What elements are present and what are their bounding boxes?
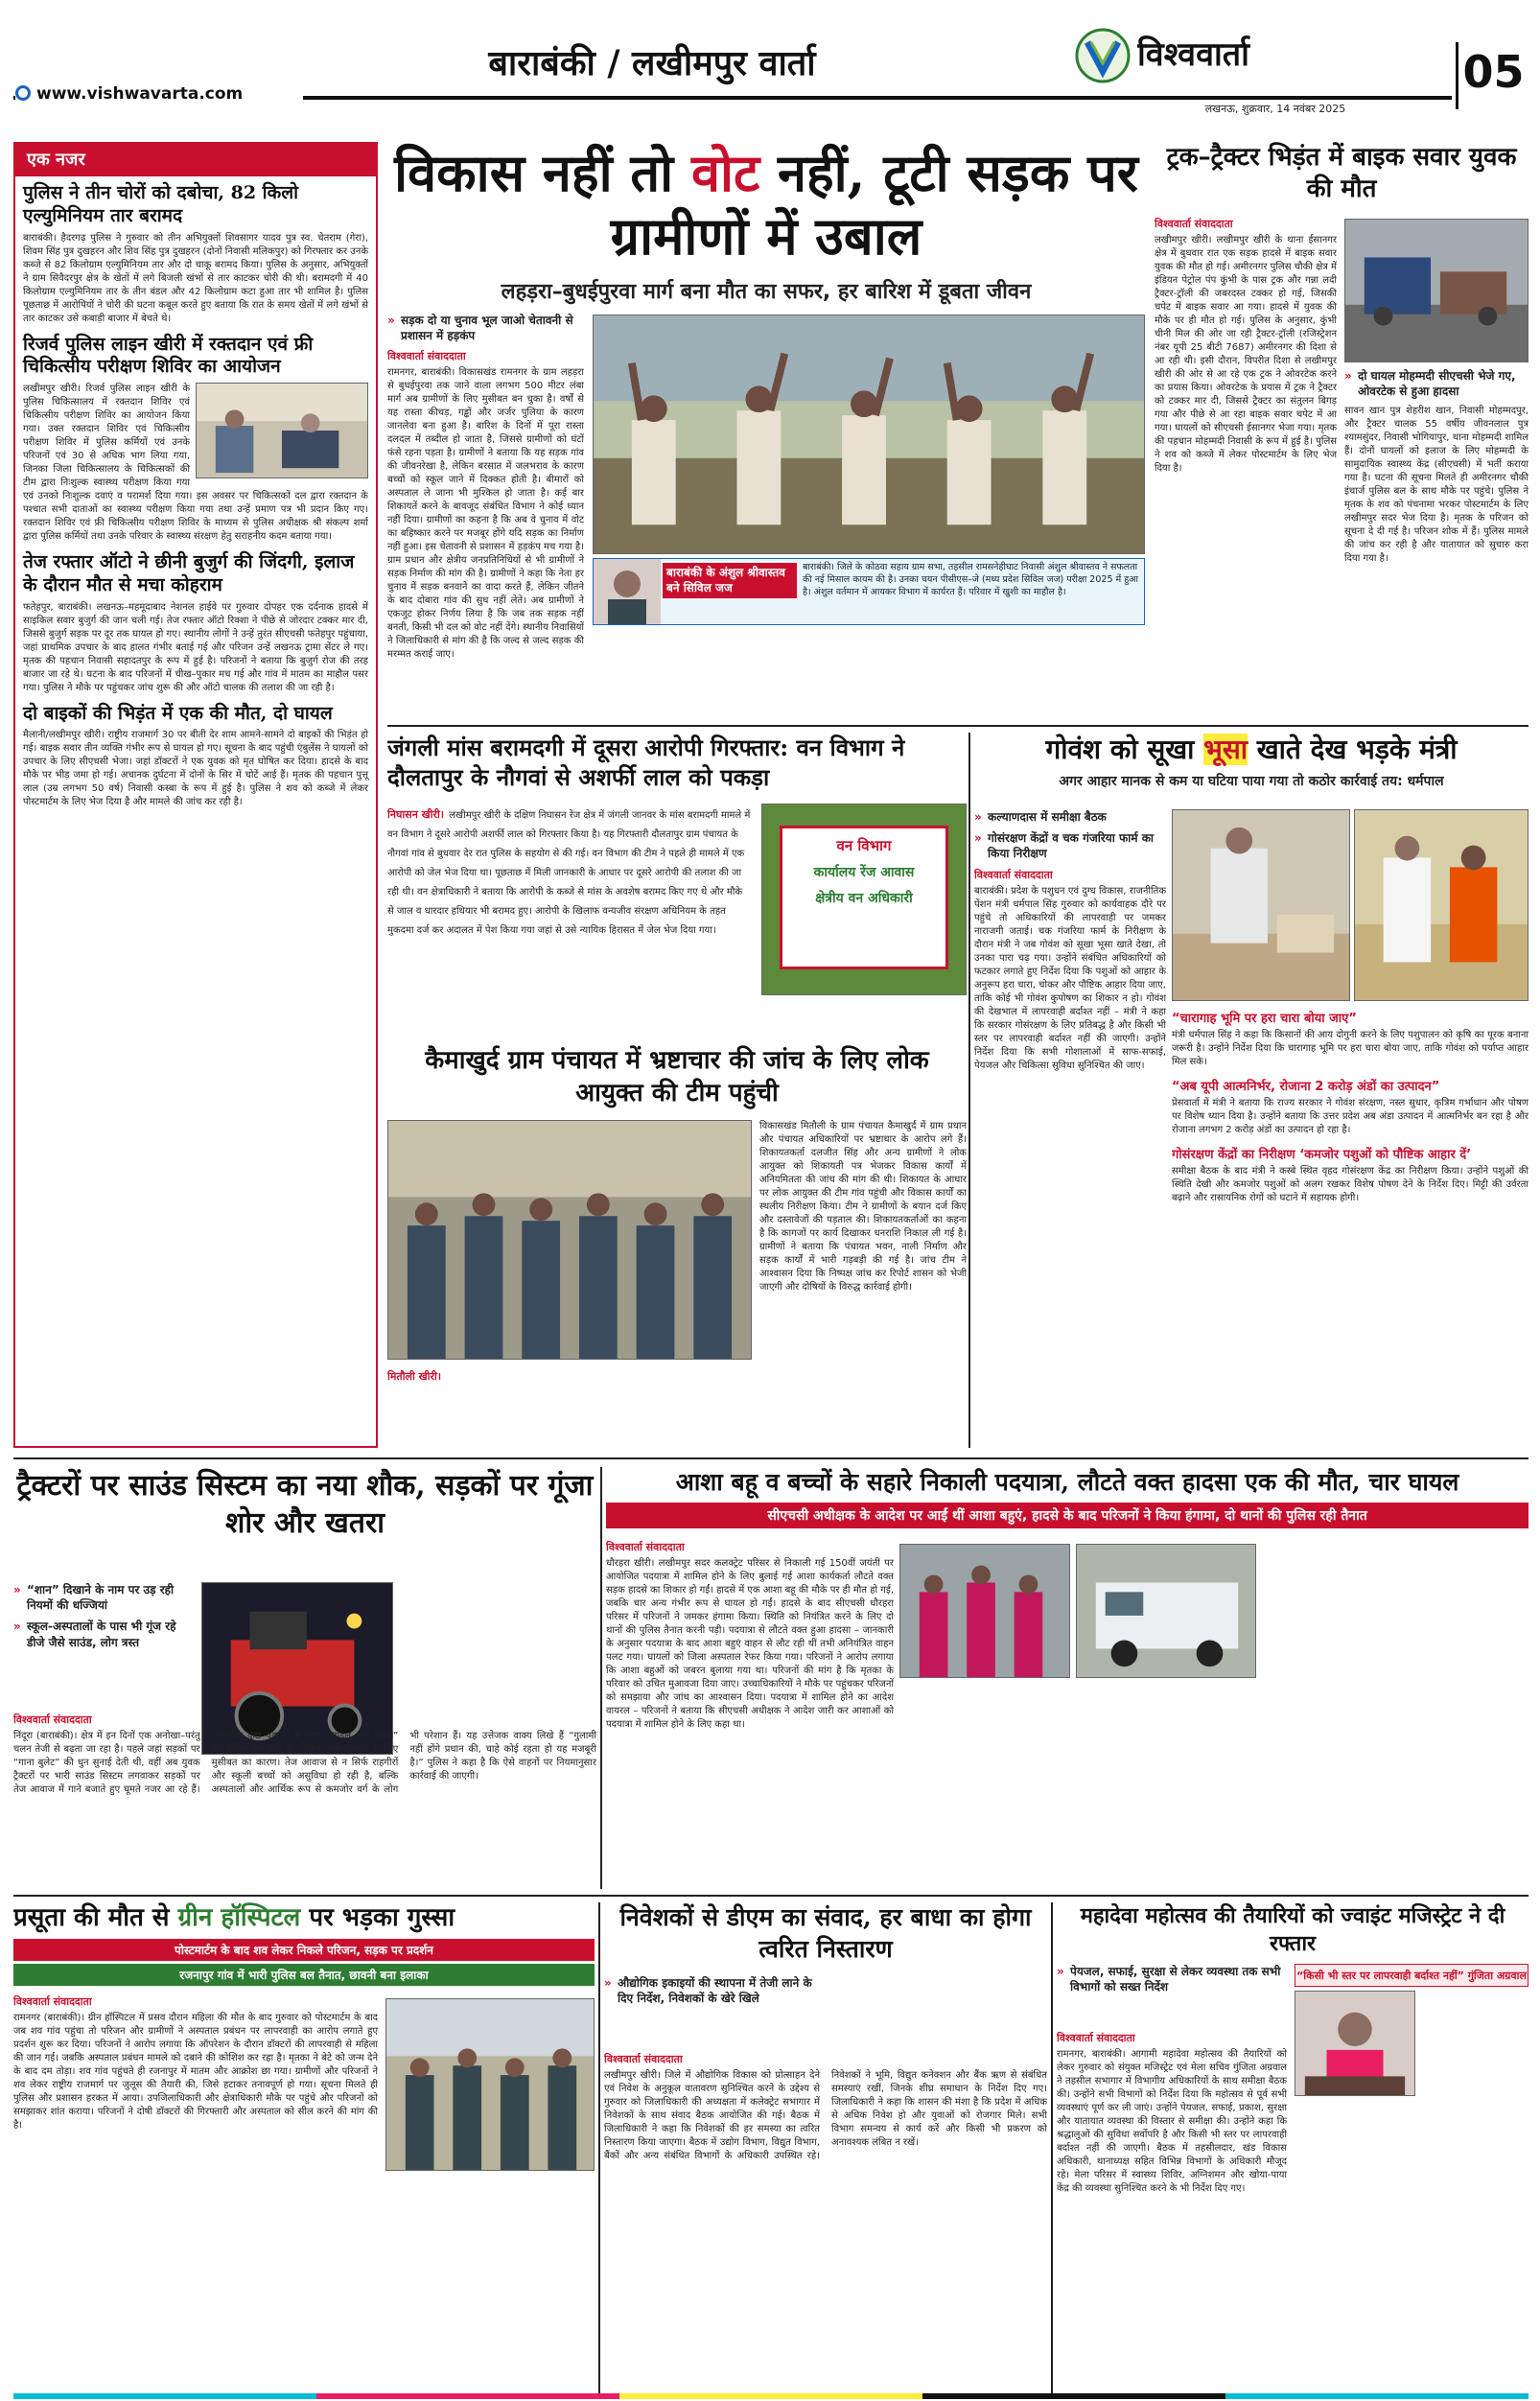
- govansh-h3-body: समीक्षा बैठक के बाद मंत्री ने कस्बे स्थित वृहद गोसंरक्षण केंद्र का निरीक्षण किया। उन्होंने पशुओं की स्थिति देखी और कमजोर पशुओं को अलग रखकर विशेष पोषण देने के निर्देश दिए। मिट्टी की उर्वरता बढ़ाने और रासायनिक रोगों को घटाने में सहायक होगी।: [1172, 1166, 1528, 1203]
- govansh-story: [974, 733, 1528, 1448]
- forest-headline: जंगली मांस बरामदगी में दूसरा आरोपी गिरफ्तार: वन विभाग ने दौलतापुर के नौगवां से अशर्फी लाल को पकड़ा: [387, 734, 905, 792]
- kaima-text: [759, 1120, 967, 1446]
- tractor-bullet1: » “शान” दिखाने के नाम पर उड़ रही नियमों की धज्जियां: [13, 1582, 196, 1613]
- govansh-right-text: [1172, 1009, 1528, 1442]
- brand-logo: [1074, 27, 1419, 88]
- govansh-cap-title: “चारागाह भूमि पर हरा चारा बोया जाए”: [1172, 1012, 1357, 1026]
- lead-text-col: [387, 313, 584, 715]
- govansh-headline: गोवंश को सूखा भूसा खाते देख भड़के मंत्री: [1045, 734, 1458, 765]
- forest-story: [387, 733, 967, 1049]
- prasoota-text: [13, 1994, 378, 2391]
- mahadeva-quote-box: [1295, 1964, 1528, 1987]
- civil-judge-tag: बाराबंकी के अंशुल श्रीवास्तव बने सिविल जज: [663, 563, 797, 598]
- mahadeva-bullet: » पेयजल, सफाई, सुरक्षा से लेकर व्यवस्था तक सभी विभागों को सख्त निर्देश: [1057, 1964, 1287, 1994]
- kaima-byline-area: [387, 1365, 752, 1446]
- mahadeva-body: रामनगर, बाराबंकी। आगामी महादेवा महोत्सव की तैयारियों को लेकर गुरुवार को संयुक्त मजिस्ट्रेट एवं मेला सचिव गुंजिता अग्रवाल ने तहसील सभागार में विभागीय अधिकारियों के साथ समीक्षा बैठक की। उन्होंने सभी विभागों को निर्देश दिया कि महोत्सव से पूर्व सभी व्यवस्थाएं पूर्ण कर ली जाएं। उन्होंने पेयजल, सफाई, प्रकाश, सुरक्षा और यातायात व्यवस्था की विस्तार से समीक्षा की। उन्होंने कहा कि श्रद्धालुओं की सुविधा सर्वोपरि है और किसी भी स्तर पर लापरवाही बर्दाश्त नहीं की जाएगी। बैठक में तहसीलदार, खंड विकास अधिकारी, थानाध्यक्ष सहित विभिन्न विभागों के अधिकारी मौजूद रहे। मेला परिसर में स्वास्थ्य शिविर, अग्निशमन और खोया-पाया केंद्र की व्यवस्था सुनिश्चित करने के भी निर्देश दिए गए।: [1057, 2049, 1287, 2194]
- divider-v4: [1051, 1902, 1053, 2393]
- tractor-body: निंदूरा (बाराबंकी)। क्षेत्र में इन दिनों एक अनोखा–परंतु चलन तेजी से बढ़ता जा रहा है। पहले जहां सड़कों पर “गाना बुलेट” की धुन सुनाई देती थी, वहीं अब युवक ट्रैक्टरों पर भारी साउंड सिस्टम लगवाकर सड़कों पर तेज आवाज में गाने बजाते हुए घूमते नजर आ रहे हैं। यह शौक कुछ युवाओं के लिए “स्टाइल और स्टेटस” का प्रतीक बन गया है, लेकिन आम जनता के लिए मुसीबत का कारण। तेज आवाज से न सिर्फ राहगीरों और स्कूली बच्चों को असुविधा हो रही है, बल्कि अस्पतालों और आर्थिक रूप से कमजोर वर्ग के लोग भी परेशान हैं। यह उत्तेजक वाक्य लिखे हैं “गुलामी नहीं होंगे प्रधान की, चाहे कोई रहता हो यह मजबूरी है।” पुलिस ने कहा है कि ऐसे वाहनों पर नियमानुसार कार्रवाई की जाएगी।: [13, 1731, 596, 1795]
- prasoota-photo: [385, 1998, 595, 2171]
- truck-bullet: » दो घायल मोहम्मदी सीएचसी भेजे गए, ओवरटेक से हुआ हादसा: [1344, 368, 1528, 399]
- ek-nazar-s4-title: दो बाइकों की भिड़ंत में एक की मौत, दो घायल: [23, 702, 333, 724]
- lead-bullet: » सड़क दो या चुनाव भूल जाओ चेतावनी से प्रशासन में हड़कंप: [387, 313, 584, 343]
- asha-headline: आशा बहू व बच्चों के सहारे निकाली पदयात्रा, लौटते वक्त हादसा एक की मौत, चार घायल: [675, 1468, 1459, 1496]
- lead-subtitle: लहड़रा–बुधईपुरवा मार्ग बना मौत का सफर, हर बारिश में डूबता जीवन: [501, 280, 1032, 304]
- divider-h1: [387, 725, 1528, 727]
- date-line: लखनऊ, शुक्रवार, 14 नवंबर 2025: [1204, 103, 1346, 115]
- govansh-h2-body: प्रेसवार्ता में मंत्री ने बताया कि राज्य सरकार ने गोवंश संरक्षण, नस्ल सुधार, कृत्रिम गर्भाधान और पोषण पर विशेष ध्यान दिया है। उन्होंने बताया कि उत्तर प्रदेश अब अंडा उत्पादन में आत्मनिर्भर बन रहा है और रोजाना लगभग 2 करोड़ अंडों का उत्पादन हो रहा है।: [1172, 1098, 1528, 1135]
- blood-camp-photo: [196, 383, 368, 478]
- civil-judge-text: बाराबंकी। जिले के कोठवा सहाय ग्राम सभा, तहसील रामसनेहीघाट निवासी अंशुल श्रीवास्तव ने सफलता की नई मिसाल कायम की है। उनका चयन पीसीएस–जे (मध्य प्रदेश सिविल जज) परीक्षा 2025 में हुआ है। अंशुल वर्तमान में आयकर विभाग में कार्यरत हैं। परिवार में खुशी का माहौल है।: [803, 562, 1138, 597]
- forest-byline: निघासन खीरी।: [387, 808, 445, 821]
- govansh-photo2: [1354, 809, 1528, 1001]
- truck-text-col: [1155, 217, 1337, 715]
- lead-byline: विश्ववार्ता संवाददाता: [387, 350, 466, 363]
- ek-nazar-s2-body: लखीमपुर खीरी। रिजर्व पुलिस लाइन खीरी के पुलिस चिकित्सालय में रक्तदान शिविर एवं चिकित्सीय परीक्षण शिविर का आयोजन किया गया। उक्त रक्तदान शिविर एवं चिकित्सीय परीक्षण शिविर में पुलिस कर्मियों एवं उनके परिजनों एवं 30 से अधिक भाग लिया गया, जिनका जिला चिकित्सालय के चिकित्सकों की टीम द्वारा निःशुल्क स्वास्थ्य परीक्षण किया गया एवं उनको निःशुल्क दवाएं व परामर्श दिया गया। इस अवसर पर चिकित्सकों दल द्वारा रक्तदान के पश्चात सभी दाताओं का स्वास्थ्य परीक्षण किया गया तथा उन्हें प्रमाण पत्र भी प्रदान किए गए। रक्तदान शिविर एवं फ्री चिकित्सीय परीक्षण शिविर के माध्यम से पुलिस अधीक्षक श्री संकल्प शर्मा द्वारा पुलिस कर्मियों तथा उनके परिवार के स्वास्थ्य संरक्षण हेतु सराहनीय कदम बताया गया।: [23, 384, 368, 542]
- forest-sign-line1: वन विभाग: [836, 837, 892, 854]
- lead-headline: विकास नहीं तो वोट नहीं, टूटी सड़क पर ग्रामीणों में उबाल: [394, 142, 1138, 267]
- govansh-h3: गोसंरक्षण केंद्रों का निरीक्षण ‘कमजोर पशुओं को पौष्टिक आहार दें’: [1172, 1148, 1472, 1162]
- truck-right-col: [1344, 368, 1528, 715]
- niveshak-bullet-area: [604, 1975, 815, 2052]
- prasoota-headline: प्रसूता की मौत से ग्रीन हॉस्पिटल पर भड़का गुस्सा: [13, 1903, 455, 1932]
- tractor-story: [13, 1467, 596, 1889]
- forest-body: लखीमपुर खीरी के दक्षिण निघासन रेंज क्षेत्र में जंगली जानवर के मांस बरामदगी मामले में वन विभाग ने दूसरे आरोपी अशर्फी लाल को गिरफ्तार किया है। यह गिरफ्तारी दौलतापुर ग्राम पंचायत के नौगवां गांव से बुधवार देर रात पुलिस के सहयोग से की गई। वन विभाग की टीम ने पहले ही मामले में एक आरोपी को जेल भेज दिया था। पूछताछ में मिली जानकारी के आधार पर दूसरे आरोपी की तलाश की जा रही थी। वन क्षेत्राधिकारी ने बताया कि आरोपी के कब्जे से मांस के अवशेष बरामद किए गए थे और मौके से जाल व धारदार हथियार भी बरामद हुए। आरोपी के खिलाफ वन्यजीव संरक्षण अधिनियम के तहत मुकदमा दर्ज कर अदालत में पेश किया गया जहां से उसे न्यायिक हिरासत में जेल भेज दिया गया।: [387, 810, 751, 936]
- asha-story: [606, 1467, 1528, 1889]
- asha-photo1: [899, 1544, 1070, 1678]
- ek-nazar-label: एक नजर: [15, 142, 376, 176]
- mahadeva-story: [1057, 1902, 1528, 2393]
- truck-byline: विश्ववार्ता संवाददाता: [1155, 218, 1233, 230]
- color-registration-bar: [13, 2393, 1528, 2399]
- ek-nazar-s3-body: फतेहपुर, बाराबंकी। लखनऊ–महमूदाबाद नेशनल हाईवे पर गुरुवार दोपहर एक दर्दनाक हादसे में साइकिल सवार बुजुर्ग की जान चली गई। तेज रफ्तार ऑटो रिक्शा ने पीछे से जोरदार टक्कर मार दी, जिससे बुजुर्ग सड़क पर दूर तक घायल हो गए। स्थानीय लोगों ने उन्हें तुरंत सीएचसी फतेहपुर पहुंचाया, जहां प्राथमिक उपचार के बाद हालत गंभीर बताई गई और परिजन उन्हें लखनऊ ट्रामा सेंटर ले गए। मृतक की पहचान निवासी सहादतपुर के रूप में हुई है। परिजनों ने बताया कि बुजुर्ग रोज की तरह बाजार जा रहे थे। घटना के बाद परिजनों में चीख–पुकार मच गई और गांव में मातम का माहौल पसर गया। पुलिस ने मौके पर पहुंचकर जांच शुरू की और ऑटो चालक की तलाश की जा रही है।: [23, 601, 368, 693]
- govansh-h2: “अब यूपी आत्मनिर्भर, रोजाना 2 करोड़ अंडों का उत्पादन”: [1172, 1080, 1440, 1094]
- govansh-body: बाराबंकी। प्रदेश के पशुधन एवं दुग्ध विकास, राजनीतिक पेंशन मंत्री धर्मपाल सिंह गुरुवार को कार्यवाहक दौरे पर पहुंचे तो अधिकारियों की लापरवाही पर जमकर नाराजगी जताई। चक गंजरिया फार्म के निरीक्षण के दौरान मंत्री ने जब गोवंश को सूखा भूसा खाते देखा, तो उनका पारा चढ़ गया। उन्होंने संबंधित अधिकारियों को फटकार लगाते हुए निर्देश दिया कि पशुओं को आहार के अनुरूप हरा चारा, चोकर और पौष्टिक आहार दिया जाए, ताकि कोई भी गोवंश कुपोषण का शिकार न हो। गोवंश की देखभाल में लापरवाही बर्दाश्त नहीं – मंत्री ने कहा कि सरकार गोसंरक्षण के लिए प्रतिबद्ध है और किसी भी स्तर पर लापरवाही बर्दाश्त नहीं की जाएगी। उन्होंने निर्देश दिया कि सभी गोशालाओं में साफ-सफाई, पेयजल और चिकित्सा सुविधा सुनिश्चित की जाए।: [974, 885, 1166, 1071]
- civil-judge-photo: [594, 559, 661, 624]
- kaima-story: [387, 1045, 967, 1448]
- govansh-cap-body: मंत्री धर्मपाल सिंह ने कहा कि किसानों की आय दोगुनी करने के लिए पशुपालन को कृषि का पूरक बनाना जरूरी है। उन्होंने निर्देश दिया कि चारागाह भूमि पर हरा चारा बोया जाए, ताकि गोवंश को पर्याप्त आहार मिल सके।: [1172, 1030, 1528, 1067]
- ek-nazar-s1-title: पुलिस ने तीन चोरों को दबोचा, 82 किलो एल्युमिनियम तार बरामद: [23, 182, 298, 226]
- prasoota-story: [13, 1902, 595, 2393]
- asha-text: [606, 1540, 894, 1887]
- ie-globe-icon: [15, 85, 31, 101]
- tractor-headline: ट्रैक्टरों पर साउंड सिस्टम का नया शौक, सड़कों पर गूंजा शोर और खतरा: [16, 1469, 594, 1540]
- forest-text: [387, 804, 752, 1043]
- lead-protest-photo: [593, 315, 1145, 554]
- ek-nazar-s2-title: रिजर्व पुलिस लाइन खीरी में रक्तदान एवं फ्री चिकित्सीय परीक्षण शिविर का आयोजन: [23, 333, 314, 378]
- divider-v1: [968, 733, 970, 1448]
- niveshak-body: लखीमपुर खीरी। जिले में औद्योगिक विकास को प्रोत्साहन देने एवं निवेश के अनुकूल वातावरण सुनिश्चित करने के उद्देश्य से गुरुवार को जिलाधिकारी की अध्यक्षता में कलेक्ट्रेट सभागार में निवेशकों के साथ संवाद बैठक आयोजित की गई। बैठक में जिलाधिकारी ने कहा कि निवेशकों की हर समस्या का त्वरित निस्तारण किया जाएगा। बैठक में उद्योग विभाग, विद्युत विभाग, बैंकों और अन्य संबंधित विभागों के अधिकारी उपस्थित रहे। निवेशकों ने भूमि, विद्युत कनेक्शन और बैंक ऋण से संबंधित समस्याएं रखीं, जिनके शीघ्र समाधान के निर्देश दिए गए। जिलाधिकारी ने कहा कि शासन की मंशा है कि प्रदेश में अधिक से अधिक निवेश हो और युवाओं को रोजगार मिले। सभी विभाग समन्वय से कार्य करें और किसी भी प्रकरण को अनावश्यक लंबित न रखें।: [604, 2070, 1047, 2161]
- forest-sign-line3: क्षेत्रीय वन अधिकारी: [815, 891, 913, 906]
- site-url[interactable]: www.vishwavarta.com: [15, 84, 303, 109]
- asha-byline: विश्ववार्ता संवाददाता: [606, 1541, 685, 1553]
- asha-right-text: [1262, 1540, 1528, 1887]
- tractor-text: [13, 1713, 596, 1885]
- prasoota-body: रामनगर (बाराबंकी)। ग्रीन हॉस्पिटल में प्रसव दौरान महिला की मौत के बाद गुरुवार को पोस्टमार्टम के बाद जब शव गांव पहुंचा तो परिजन और ग्रामीणों ने अस्पताल प्रबंधन पर लापरवाही का आरोप लगाते हुए प्रदर्शन शुरू कर दिया। परिजनों ने आरोप लगाया कि ऑपरेशन के दौरान डॉक्टरों की लापरवाही से महिला की जान गई। जबकि अस्पताल प्रबंधन मामले को दबाने की कोशिश कर रहा है। मृतका ने बेटे को जन्म देने के बाद दम तोड़ा। शव गांव पहुंचते ही रजनापुर में मातम और आक्रोश छा गया। ग्रामीणों और परिजनों ने शव लेकर राष्ट्रीय राजमार्ग पर जुलूस की तैयारी की, जिसे हटाकर तनावपूर्ण हो गया। सूचना मिलते ही पुलिस और प्रशासन हरकत में आया। उपजिलाधिकारी और क्षेत्राधिकारी मौके पर पहुंचे और परिजनों को समझाकर शांत कराया। परिजनों ने दोषी डॉक्टरों की गिरफ्तारी और अस्पताल को सील करने की मांग की है।: [13, 2013, 378, 2131]
- forest-sign-photo: [761, 804, 967, 995]
- asha-body: धौरहरा खीरी। लखीमपुर सदर कलक्ट्रेट परिसर से निकाली गई 150वीं जयंती पर आयोजित पदयात्रा में शामिल होने के लिए बुलाई गई आशा कार्यकर्ता लौटते वक्त सड़क हादसे का शिकार हो गईं। हादसे में एक आशा बहू की मौके पर ही मौत हो गई, जबकि चार अन्य गंभीर रूप से घायल हो गईं। हादसे के बाद सीएचसी धौरहरा परिसर में परिजनों ने जमकर हंगामा किया। स्थिति को नियंत्रित करने के लिए दो थानों की पुलिस तैनात करनी पड़ी। पदयात्रा से लौटते वक्त हुआ हादसा – जानकारी के अनुसार पदयात्रा के बाद आशा बहुएं वाहन से लौट रही थीं तभी अनियंत्रित वाहन पलट गया। घायलों को जिला अस्पताल रेफर किया गया। परिजनों ने आरोप लगाया कि आशा बहुओं को जबरन बुलाया गया था। परिजनों की मांग है कि मृतका के परिवार को उचित मुआवजा दिया जाए। उच्चाधिकारियों ने मौके पर पहुंचकर परिजनों को समझाया और जांच का आश्वासन दिया। पदयात्रा में शामिल होने का आदेश वायरल – परिजनों ने बताया कि सीएचसी अधीक्षक ने आदेश जारी कर आशाओं को पदयात्रा में शामिल होने के लिए कहा था।: [606, 1558, 894, 1730]
- lead-story: [387, 142, 1145, 717]
- niveshak-story: [604, 1902, 1047, 2393]
- asha-bar: सीएचसी अधीक्षक के आदेश पर आईं थीं आशा बहुएं, हादसे के बाद परिजनों ने किया हंगामा, दो थानों की पुलिस रही तैनात: [606, 1503, 1528, 1528]
- divider-v2: [600, 1467, 602, 1889]
- truck-story: [1155, 142, 1528, 717]
- mahadeva-photo: [1295, 1991, 1415, 2096]
- page-number: 05: [1456, 42, 1528, 109]
- truck-body2: सावन खान पुत्र शेहरीश खान, निवासी मोहम्मदपुर, और ट्रैक्टर चालक 55 वर्षीय जीवनलाल पुत्र श्यामसुंदर, निवासी भोगियापुर, थाना मोहम्मदी शामिल हैं। दोनों घायलों को इलाज के लिए मोहम्मदी के सामुदायिक स्वास्थ्य केंद्र (सीएचसी) में भर्ती कराया गया है। घटना की सूचना मिलते ही अमीरनगर चौकी इंचार्ज पुलिस बल के साथ मौके पर पहुंचे। पुलिस ने मृतक के शव को पंचनामा भरकर पोस्टमार्टम के लिए लखीमपुर सदर भेज दिया है। मृतक के परिजन को सूचना दे दी गई है। परिजन शोक में हैं। पुलिस मामले की जांच कर रही है और यातायात को सुचारु करा दिया गया है।: [1344, 406, 1528, 565]
- niveshak-text: [604, 2052, 1047, 2391]
- truck-photo: [1344, 219, 1528, 362]
- govansh-text: [974, 809, 1166, 1442]
- divider-v3: [598, 1902, 600, 2393]
- govansh-bullet1: » कल्याणदास में समीक्षा बैठक: [974, 809, 1166, 825]
- asha-photo2: [1076, 1544, 1256, 1678]
- truck-body: लखीमपुर खीरी। लखीमपुर खीरी के थाना ईसानगर क्षेत्र में बुधवार रात एक सड़क हादसे में बाइक सवार युवक की मौत हो गई। अमीरनगर पुलिस चौकी क्षेत्र में इंडियन पेट्रोल पंप कुंभी के पास ट्रक और गन्ना लदी ट्रैक्टर-ट्रॉली की जबरदस्त टक्कर हो गई, जिसकी चपेट में बाइक सवार आ गया। हादसे में युवक की मौके पर ही मौत हो गई। पुलिस के अनुसार, कुंभी चीनी मिल की ओर जा रही ट्रैक्टर-ट्रॉली (रजिस्ट्रेशन नंबर यूपी 25 बीटी 7687) अमीरनगर की दिशा से आ रही थी। इसी दौरान, विपरीत दिशा से लखीमपुर खीरी की ओर से आ रहे एक ट्रक ने ओवरटेक करने का प्रयास किया। ओवरटेक के प्रयास में ट्रक ने ट्रैक्टर को टक्कर मार दी, जिससे ट्रैक्टर का संतुलन बिगड़ गया और पीछे से आ रहा बाइक सवार चपेट में आ गया। घायलों को सीएचसी ईसानगर भेजा गया। मृतक की पहचान मोहम्मदी निवासी के रूप में हुई है। पुलिस ने शव को कब्जे में लेकर पोस्टमार्टम के लिए भेज दिया है।: [1155, 235, 1337, 474]
- mahadeva-bullet-area: [1057, 1964, 1287, 2031]
- truck-headline: ट्रक–ट्रैक्टर भिड़ंत में बाइक सवार युवक की मौत: [1166, 143, 1517, 203]
- v-logo-icon: [1074, 27, 1132, 84]
- niveshak-headline: निवेशकों से डीएम का संवाद, हर बाधा का होगा त्वरित निस्तारण: [619, 1903, 1032, 1963]
- forest-sign-line2: कार्यालय रेंज आवास: [813, 865, 915, 880]
- niveshak-byline: विश्ववार्ता संवाददाता: [604, 2053, 683, 2065]
- tractor-bullet2: » स्कूल-अस्पतालों के पास भी गूंज रहे डीजे जैसे साउंड, लोग त्रस्त: [13, 1619, 196, 1649]
- header: [0, 0, 1540, 117]
- govansh-bullet2: » गोसंरक्षण केंद्रों व चक गंजरिया फार्म का किया निरीक्षण: [974, 830, 1166, 861]
- section-title: बाराबंकी / लखीमपुर वार्ता: [488, 43, 816, 83]
- civil-judge-box: [593, 558, 1145, 625]
- kaima-headline: कैमाखुर्द ग्राम पंचायत में भ्रष्टाचार की जांच के लिए लोक आयुक्त की टीम पहुंची: [425, 1046, 929, 1107]
- prasoota-bar2: रजनापुर गांव में भारी पुलिस बल तैनात, छावनी बना इलाका: [13, 1964, 595, 1986]
- mahadeva-byline: विश्ववार्ता संवाददाता: [1057, 2032, 1135, 2044]
- kaima-byline: मितौली खीरी।: [387, 1370, 442, 1383]
- tractor-byline: विश्ववार्ता संवाददाता: [13, 1713, 92, 1726]
- govansh-subtitle: अगर आहार मानक से कम या घटिया पाया गया तो कठोर कार्रवाई तय: धर्मपाल: [1059, 774, 1444, 789]
- prasoota-byline: विश्ववार्ता संवाददाता: [13, 1995, 92, 2008]
- brand-name: विश्ववार्ता: [1137, 35, 1249, 73]
- ek-nazar-s4-body: मैलानी/लखीमपुर खीरी। राष्ट्रीय राजमार्ग 30 पर बीती देर शाम आमने-सामने दो बाइकों की भिड़ंत हो गई। बाइक सवार तीन व्यक्ति गंभीर रूप से घायल हो गए। सूचना के बाद पहुंची एंबुलेंस ने घायलों को उपचार के लिए सीएचसी भेजा। जहां डॉक्टरों ने एक युवक को मृत घोषित कर दिया। हादसे के बाद मौके पर भीड़ जमा हो गई। अचानक दुर्घटना में दोनों के सिर में चोटें आई हैं। मृतक की पहचान पुत्तू लाल (उम्र लगभग 50 वर्ष) निवासी कस्बा के रूप में हुई है। पुलिस ने शव को कब्जे में लेकर पोस्टमार्टम के लिए भेज दिया है और मामले की जांच कर रही है।: [23, 730, 368, 808]
- ek-nazar-s3-title: तेज रफ्तार ऑटो ने छीनी बुजुर्ग की जिंदगी, इलाज के दौरान मौत से मचा कोहराम: [23, 551, 355, 595]
- mahadeva-quote: “किसी भी स्तर पर लापरवाही बर्दाश्त नहीं” गुंजिता अग्रवाल: [1296, 1970, 1527, 1982]
- lead-body-1: रामनगर, बाराबंकी। विकासखंड रामनगर के ग्राम लहड़रा से बुधईपुरवा तक जाने वाला लगभग 500 मीटर लंबा मार्ग अब ग्रामीणों के लिए मुसीबत बन चुका है। वर्षों से यह रास्ता कीचड़, गड्ढों और जर्जर पुलिया के कारण जानलेवा बना हुआ है। बारिश के दिनों में पूरा रास्ता दलदल में तब्दील हो जाता है, जिससे ग्रामीणों को घंटों फंसे रहना पड़ता है। ग्रामीणों ने बताया कि यह सड़क गांव की जीवनरेखा है, लेकिन बरसात में जलभराव के कारण बच्चों को स्कूल जाने में दिक्कत होती है। बीमारों को अस्पताल ले जाना भी मुश्किल हो जाता है। कई बार शिकायतें करने के बावजूद संबंधित विभाग ने कोई ध्यान नहीं दिया। ग्रामीणों का कहना है कि अब वे चुनाव में वोट का बहिष्कार करने पर मजबूर होंगे यदि सड़क का निर्माण नहीं हुआ। इस चेतावनी से प्रशासन में हड़कंप मच गया है। ग्राम प्रधान और क्षेत्रीय जनप्रतिनिधियों से भी ग्रामीणों ने सड़क निर्माण की मांग की है। ग्रामीणों ने कहा कि नेता हर चुनाव में सड़क बनवाने का वादा करते हैं, लेकिन जीतने के बाद दोबारा गांव की सुध नहीं लेते। अब ग्रामीणों ने एकजुट होकर निर्णय लिया है कि जब तक सड़क नहीं बनती, किसी भी दल को वोट नहीं देंगे। स्थानीय निवासियों ने जिलाधिकारी से मांग की है कि जल्द से जल्द सड़क की मरम्मत कराई जाए।: [387, 367, 584, 661]
- mahadeva-text: [1057, 2031, 1287, 2391]
- tractor-bullets: [13, 1582, 196, 1707]
- ek-nazar-column: [13, 142, 378, 1448]
- divider-h3: [13, 1895, 1528, 1897]
- kaima-body-side: विकासखंड मितौली के ग्राम पंचायत कैमाखुर्द में ग्राम प्रधान और पंचायत अधिकारियों पर भ्रष्टाचार के आरोप लगे हैं। शिकायतकर्ता दलजीत सिंह और अन्य ग्रामीणों ने लोक आयुक्त को शिकायती पत्र भेजकर विकास कार्यों में अनियमितता की जांच की मांग की थी। शिकायत के आधार पर लोक आयुक्त की टीम गांव पहुंची और विकास कार्यों का स्थलीय निरीक्षण किया। टीम ने ग्रामीणों के बयान दर्ज किए और दस्तावेजों की पड़ताल की। शिकायतकर्ताओं का कहना है कि कागजों पर कार्य दिखाकर धनराशि निकाल ली गई है। ग्रामीणों ने बताया कि पंचायत भवन, नाली निर्माण और सड़क कार्यों में भारी गड़बड़ी की गई है। जांच टीम ने आश्वासन दिया कि निष्पक्ष जांच कर रिपोर्ट शासन को भेजी जाएगी और दोषियों के विरुद्ध कार्रवाई होगी।: [759, 1121, 967, 1293]
- mahadeva-headline: महादेवा महोत्सव की तैयारियों को ज्वाइंट मजिस्ट्रेट ने दी रफ्तार: [1080, 1903, 1505, 1956]
- prasoota-bar1: पोस्टमार्टम के बाद शव लेकर निकले परिजन, सड़क पर प्रदर्शन: [13, 1939, 595, 1961]
- divider-h2: [13, 1457, 1528, 1459]
- govansh-byline: विश्ववार्ता संवाददाता: [974, 868, 1053, 881]
- niveshak-bullet: » औद्योगिक इकाइयों की स्थापना में तेजी लाने के दिए निर्देश, निवेशकों के खेरे खिले: [604, 1975, 815, 2006]
- ek-nazar-s1-body: बाराबंकी। हैदरगढ़ पुलिस ने गुरुवार को तीन अभियुक्तों शिवसागर यादव पुत्र स्व. चेतराम (गेरा), शिवम सिंह पुत्र दुखहरन और शिव सिंह पुत्र दुखहरन (दोनों निवासी मलिकपुर) को गिरफ्तार कर उनके कब्जे से 82 किलोग्राम एल्युमिनियम तार और दो चाकू बरामद किया। पुलिस के अनुसार, अभियुक्तों ने ग्राम सिवैदरपुर क्षेत्र के खेतों में लगे बिजली खंभों से तार काटकर चोरी की थी। बरामदगी में 40 किलोग्राम एल्युमिनियम तार के तीन बंडल और 42 किलोग्राम कटा हुआ तार भी शामिल है। पुलिस पूछताछ में आरोपियों ने चोरी की घटना कबूल करते हुए बताया कि रात के समय खेतों में लगे खंभों से तार काटकर उसे कबाड़ी बाजार में बेचते थे।: [23, 232, 368, 324]
- govansh-photo1: [1172, 809, 1350, 1001]
- kaima-photo: [387, 1120, 752, 1360]
